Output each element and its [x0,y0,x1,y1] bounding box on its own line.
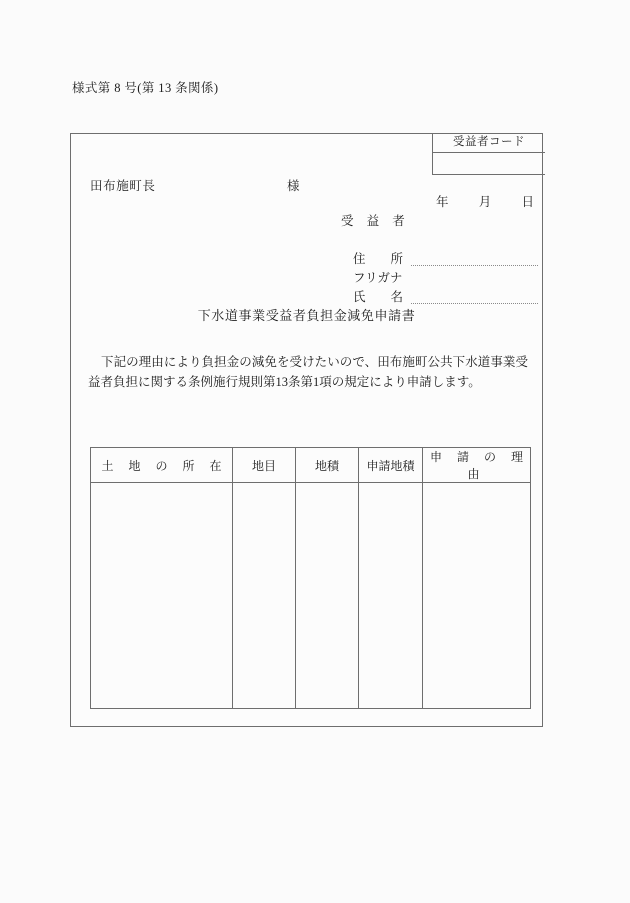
date-day-label: 日 [521,195,535,209]
cell-land-area[interactable] [296,483,359,709]
address-field-row[interactable] [353,249,543,268]
land-detail-table [90,447,531,709]
applicant-fields [353,249,543,306]
date-line[interactable] [436,192,534,210]
column-header-land-area: 地積 [296,448,359,483]
column-header-reason: 申 請 の 理 由 [423,448,531,483]
name-field-row[interactable] [353,287,543,306]
table-row [91,483,531,709]
beneficiary-code-box [432,133,545,175]
document-frame [70,133,543,727]
column-header-land-category: 地目 [233,448,296,483]
address-field-rule[interactable] [411,265,538,266]
furigana-field-label: フリガナ [353,271,403,285]
cell-location[interactable] [91,483,233,709]
body-paragraph: 下記の理由により負担金の減免を受けたいので、田布施町公共下水道事業受益者負担に関する条例施行規則第13条第1項の規定により申請します。 [88,355,528,389]
cell-land-category[interactable] [233,483,296,709]
beneficiary-heading: 受 益 者 [341,214,410,228]
addressee-name: 田布施町長 [90,179,156,193]
date-year-label: 年 [436,195,449,209]
date-month-label: 月 [478,195,492,209]
table-header-row [91,448,531,483]
name-field-label: 氏 名 [353,290,404,304]
column-header-applied-area: 申請地積 [359,448,423,483]
column-header-location: 土 地 の 所 在 [91,448,233,483]
document-title: 下水道事業受益者負担金減免申請書 [197,308,416,323]
cell-reason[interactable] [423,483,531,709]
name-field-rule[interactable] [411,303,538,304]
furigana-field-row[interactable] [353,268,543,287]
addressee-honorific: 様 [287,179,300,193]
form-number-label: 様式第 8 号(第 13 条関係) [72,81,219,95]
beneficiary-code-input[interactable] [433,153,545,174]
cell-applied-area[interactable] [359,483,423,709]
address-field-label: 住 所 [353,252,404,266]
beneficiary-code-label: 受益者コード [433,133,545,153]
